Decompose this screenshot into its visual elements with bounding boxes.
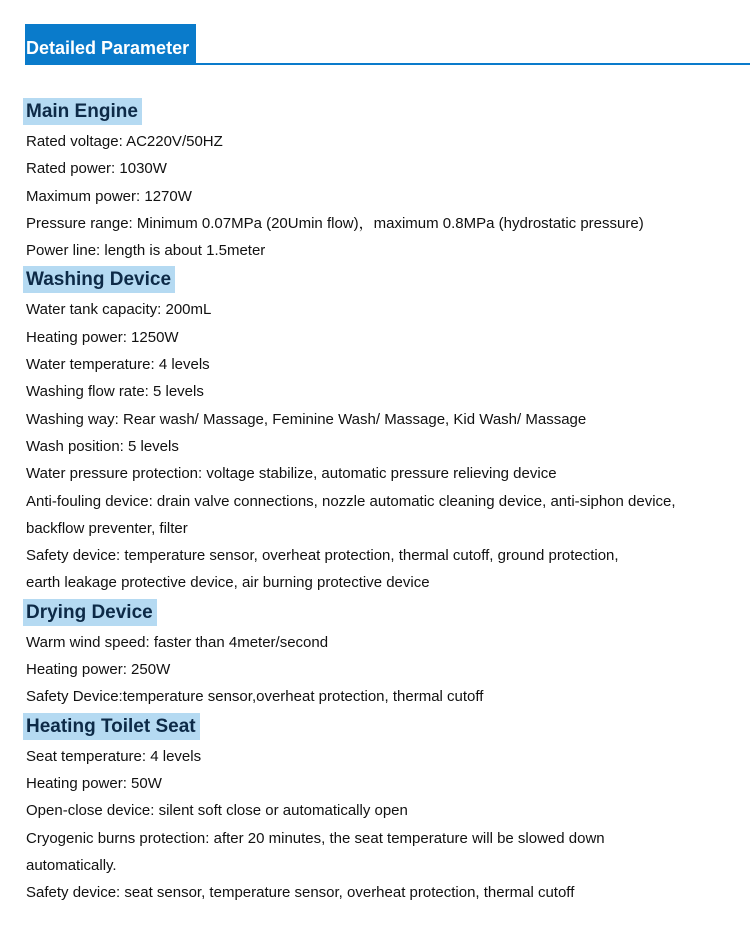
section-heading-row [0,96,750,128]
parameter-line: earth leakage protective device, air burning protective device [26,574,430,592]
parameter-line: Heating power: 250W [26,661,171,679]
parameter-line: Heating power: 50W [26,774,162,792]
parameter-line: Heating power: 1250W [26,328,179,346]
parameter-line: Safety Device:temperature sensor,overheat protection, thermal cutoff [26,688,484,706]
parameter-line: Wash position: 5 levels [26,437,179,455]
parameter-line: Cryogenic burns protection: after 20 minutes, the seat temperature will be slowed down [26,829,605,847]
parameter-line: Anti-fouling device: drain valve connections, nozzle automatic cleaning device, anti-siphon device, [26,492,676,510]
parameter-line: Water temperature: 4 levels [26,356,210,374]
parameter-line: automatically. [26,856,117,874]
section-heading: Drying Device [23,599,157,626]
parameter-line: Power line: length is about 1.5meter [26,242,266,260]
parameter-line: Seat temperature: 4 levels [26,747,202,765]
section-heading-row [0,597,750,629]
parameter-line: Rated voltage: AC220V/50HZ [26,133,223,150]
section-heading-row [0,264,750,296]
section-heading: Washing Device [23,266,175,293]
parameter-line: Water pressure protection: voltage stabilize, automatic pressure relieving device [26,465,557,483]
section-heading: Main Engine [23,98,142,125]
parameter-line: Washing flow rate: 5 levels [26,383,204,401]
parameter-line: Safety device: seat sensor, temperature sensor, overheat protection, thermal cutoff [26,884,575,902]
parameter-line: Maximum power: 1270W [26,187,192,205]
parameter-line: Pressure range: Minimum 0.07MPa (20Umin flow)，maximum 0.8MPa (hydrostatic pressure) [26,214,644,232]
parameter-line: Open-close device: silent soft close or automatically open [26,802,408,820]
parameter-line: Water tank capacity: 200mL [26,301,212,319]
parameter-line: Washing way: Rear wash/ Massage, Feminine Wash/ Massage, Kid Wash/ Massage [26,410,587,428]
section-heading: Heating Toilet Seat [23,713,200,740]
parameter-line: backflow preventer, filter [26,519,188,537]
section-heading-row [0,711,750,743]
parameter-line: Safety device: temperature sensor, overheat protection, thermal cutoff, ground protection, [26,547,619,565]
page-title: Detailed Parameter [25,24,196,64]
parameter-line: Warm wind speed: faster than 4meter/second [26,633,329,651]
parameter-line: Rated power: 1030W [26,160,167,178]
parameter-list [0,96,750,906]
title-divider [25,63,750,65]
